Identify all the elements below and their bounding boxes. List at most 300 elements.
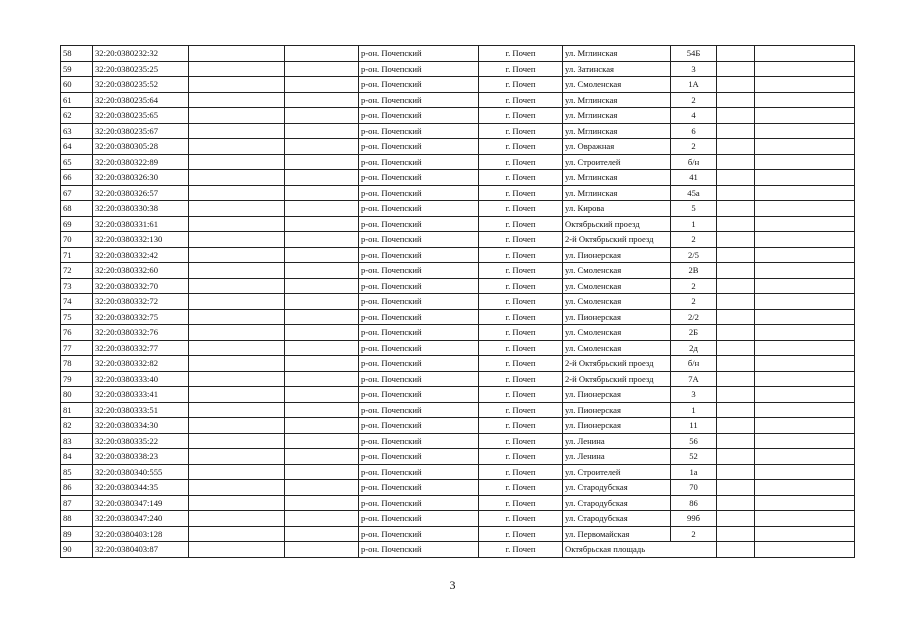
blank-col-4-cell — [285, 340, 359, 356]
house-number-cell: 1А — [671, 77, 717, 93]
blank-col-10-cell — [755, 464, 855, 480]
house-number-cell: 52 — [671, 449, 717, 465]
cadastral-number-cell: 32:20:0380326:57 — [93, 185, 189, 201]
street-cell: ул. Строителей — [563, 154, 671, 170]
blank-col-9-cell — [717, 356, 755, 372]
house-number-cell: 2д — [671, 340, 717, 356]
table-row — [61, 371, 855, 387]
district-cell: р-он. Почепский — [359, 511, 479, 527]
blank-col-10-cell — [755, 263, 855, 279]
street-cell: ул. Мглинская — [563, 185, 671, 201]
table-row — [61, 77, 855, 93]
table-row — [61, 387, 855, 403]
street-cell: ул. Затинская — [563, 61, 671, 77]
city-cell: г. Почеп — [479, 542, 563, 558]
blank-col-9-cell — [717, 216, 755, 232]
street-cell: ул. Смоленская — [563, 294, 671, 310]
row-number-cell: 88 — [61, 511, 93, 527]
district-cell: р-он. Почепский — [359, 526, 479, 542]
table-row — [61, 526, 855, 542]
house-number-cell: 2 — [671, 294, 717, 310]
city-cell: г. Почеп — [479, 526, 563, 542]
house-number-cell: 4 — [671, 108, 717, 124]
row-number-cell: 63 — [61, 123, 93, 139]
blank-col-3-cell — [189, 77, 285, 93]
cadastral-number-cell: 32:20:0380333:40 — [93, 371, 189, 387]
blank-col-4-cell — [285, 402, 359, 418]
street-cell: ул. Кирова — [563, 201, 671, 217]
blank-col-9-cell — [717, 247, 755, 263]
table-row — [61, 340, 855, 356]
district-cell: р-он. Почепский — [359, 247, 479, 263]
blank-col-10-cell — [755, 92, 855, 108]
house-number-cell: 7А — [671, 371, 717, 387]
row-number-cell: 86 — [61, 480, 93, 496]
blank-col-4-cell — [285, 154, 359, 170]
blank-col-10-cell — [755, 123, 855, 139]
street-cell: ул. Пионерская — [563, 309, 671, 325]
blank-col-4-cell — [285, 387, 359, 403]
blank-col-10-cell — [755, 402, 855, 418]
blank-col-4-cell — [285, 61, 359, 77]
blank-col-9-cell — [717, 325, 755, 341]
blank-col-4-cell — [285, 232, 359, 248]
house-number-cell: 1 — [671, 402, 717, 418]
house-number-cell: 2 — [671, 278, 717, 294]
city-cell: г. Почеп — [479, 418, 563, 434]
district-cell: р-он. Почепский — [359, 232, 479, 248]
street-cell: ул. Первомайская — [563, 526, 671, 542]
blank-col-9-cell — [717, 154, 755, 170]
district-cell: р-он. Почепский — [359, 402, 479, 418]
table-row — [61, 170, 855, 186]
blank-col-9-cell — [717, 108, 755, 124]
row-number-cell: 64 — [61, 139, 93, 155]
blank-col-3-cell — [189, 340, 285, 356]
street-cell: ул. Стародубская — [563, 495, 671, 511]
blank-col-3-cell — [189, 309, 285, 325]
row-number-cell: 66 — [61, 170, 93, 186]
blank-col-3-cell — [189, 325, 285, 341]
city-cell: г. Почеп — [479, 77, 563, 93]
row-number-cell: 76 — [61, 325, 93, 341]
table-body — [61, 46, 855, 558]
blank-col-10-cell — [755, 449, 855, 465]
blank-col-10-cell — [755, 294, 855, 310]
district-cell: р-он. Почепский — [359, 433, 479, 449]
table-row — [61, 139, 855, 155]
street-cell: ул. Стародубская — [563, 511, 671, 527]
blank-col-4-cell — [285, 294, 359, 310]
row-number-cell: 77 — [61, 340, 93, 356]
street-cell: ул. Стародубская — [563, 480, 671, 496]
blank-col-3-cell — [189, 371, 285, 387]
blank-col-9-cell — [717, 77, 755, 93]
row-number-cell: 87 — [61, 495, 93, 511]
street-cell: ул. Ленина — [563, 449, 671, 465]
blank-col-4-cell — [285, 325, 359, 341]
district-cell: р-он. Почепский — [359, 480, 479, 496]
row-number-cell: 79 — [61, 371, 93, 387]
district-cell: р-он. Почепский — [359, 216, 479, 232]
blank-col-3-cell — [189, 449, 285, 465]
blank-col-10-cell — [755, 46, 855, 62]
house-number-cell — [671, 542, 717, 558]
city-cell: г. Почеп — [479, 464, 563, 480]
table-row — [61, 185, 855, 201]
table-row — [61, 123, 855, 139]
blank-col-9-cell — [717, 309, 755, 325]
blank-col-3-cell — [189, 278, 285, 294]
house-number-cell: 2/5 — [671, 247, 717, 263]
table-row — [61, 309, 855, 325]
district-cell: р-он. Почепский — [359, 201, 479, 217]
blank-col-3-cell — [189, 108, 285, 124]
table-row — [61, 402, 855, 418]
blank-col-3-cell — [189, 418, 285, 434]
row-number-cell: 61 — [61, 92, 93, 108]
house-number-cell: 41 — [671, 170, 717, 186]
district-cell: р-он. Почепский — [359, 449, 479, 465]
blank-col-4-cell — [285, 495, 359, 511]
row-number-cell: 90 — [61, 542, 93, 558]
city-cell: г. Почеп — [479, 216, 563, 232]
blank-col-3-cell — [189, 387, 285, 403]
row-number-cell: 72 — [61, 263, 93, 279]
row-number-cell: 69 — [61, 216, 93, 232]
blank-col-10-cell — [755, 232, 855, 248]
house-number-cell: 56 — [671, 433, 717, 449]
house-number-cell: б/н — [671, 356, 717, 372]
city-cell: г. Почеп — [479, 108, 563, 124]
house-number-cell: 2 — [671, 139, 717, 155]
city-cell: г. Почеп — [479, 402, 563, 418]
blank-col-3-cell — [189, 294, 285, 310]
blank-col-4-cell — [285, 542, 359, 558]
cadastral-number-cell: 32:20:0380332:82 — [93, 356, 189, 372]
blank-col-10-cell — [755, 480, 855, 496]
cadastral-number-cell: 32:20:0380305:28 — [93, 139, 189, 155]
table-row — [61, 61, 855, 77]
blank-col-10-cell — [755, 170, 855, 186]
city-cell: г. Почеп — [479, 123, 563, 139]
blank-col-4-cell — [285, 139, 359, 155]
blank-col-3-cell — [189, 464, 285, 480]
district-cell: р-он. Почепский — [359, 464, 479, 480]
blank-col-9-cell — [717, 464, 755, 480]
street-cell: ул. Смоленская — [563, 325, 671, 341]
city-cell: г. Почеп — [479, 185, 563, 201]
blank-col-3-cell — [189, 201, 285, 217]
table-row — [61, 356, 855, 372]
blank-col-10-cell — [755, 185, 855, 201]
blank-col-10-cell — [755, 61, 855, 77]
district-cell: р-он. Почепский — [359, 154, 479, 170]
street-cell: ул. Строителей — [563, 464, 671, 480]
cadastral-number-cell: 32:20:0380235:67 — [93, 123, 189, 139]
blank-col-9-cell — [717, 511, 755, 527]
blank-col-9-cell — [717, 263, 755, 279]
blank-col-9-cell — [717, 61, 755, 77]
cadastral-number-cell: 32:20:0380235:52 — [93, 77, 189, 93]
blank-col-4-cell — [285, 356, 359, 372]
blank-col-3-cell — [189, 433, 285, 449]
blank-col-4-cell — [285, 108, 359, 124]
city-cell: г. Почеп — [479, 92, 563, 108]
street-cell: ул. Смоленская — [563, 263, 671, 279]
blank-col-3-cell — [189, 402, 285, 418]
blank-col-3-cell — [189, 480, 285, 496]
city-cell: г. Почеп — [479, 247, 563, 263]
cadastral-number-cell: 32:20:0380333:51 — [93, 402, 189, 418]
blank-col-10-cell — [755, 154, 855, 170]
district-cell: р-он. Почепский — [359, 170, 479, 186]
house-number-cell: 3 — [671, 61, 717, 77]
blank-col-4-cell — [285, 418, 359, 434]
blank-col-10-cell — [755, 216, 855, 232]
blank-col-9-cell — [717, 123, 755, 139]
district-cell: р-он. Почепский — [359, 309, 479, 325]
blank-col-3-cell — [189, 232, 285, 248]
house-number-cell: 11 — [671, 418, 717, 434]
blank-col-9-cell — [717, 371, 755, 387]
table-row — [61, 480, 855, 496]
blank-col-9-cell — [717, 139, 755, 155]
row-number-cell: 85 — [61, 464, 93, 480]
district-cell: р-он. Почепский — [359, 495, 479, 511]
blank-col-3-cell — [189, 61, 285, 77]
house-number-cell: 2 — [671, 92, 717, 108]
blank-col-4-cell — [285, 309, 359, 325]
blank-col-10-cell — [755, 77, 855, 93]
table-row — [61, 325, 855, 341]
cadastral-number-cell: 32:20:0380403:87 — [93, 542, 189, 558]
house-number-cell: б/н — [671, 154, 717, 170]
blank-col-10-cell — [755, 340, 855, 356]
row-number-cell: 58 — [61, 46, 93, 62]
street-cell: ул. Мглинская — [563, 123, 671, 139]
street-cell: ул. Мглинская — [563, 46, 671, 62]
blank-col-9-cell — [717, 232, 755, 248]
row-number-cell: 78 — [61, 356, 93, 372]
blank-col-9-cell — [717, 402, 755, 418]
blank-col-9-cell — [717, 185, 755, 201]
city-cell: г. Почеп — [479, 511, 563, 527]
blank-col-3-cell — [189, 92, 285, 108]
table-row — [61, 154, 855, 170]
blank-col-9-cell — [717, 387, 755, 403]
blank-col-9-cell — [717, 418, 755, 434]
blank-col-10-cell — [755, 542, 855, 558]
street-cell: ул. Овражная — [563, 139, 671, 155]
blank-col-4-cell — [285, 464, 359, 480]
row-number-cell: 84 — [61, 449, 93, 465]
blank-col-4-cell — [285, 371, 359, 387]
cadastral-number-cell: 32:20:0380330:38 — [93, 201, 189, 217]
blank-col-10-cell — [755, 309, 855, 325]
blank-col-4-cell — [285, 170, 359, 186]
blank-col-4-cell — [285, 185, 359, 201]
city-cell: г. Почеп — [479, 371, 563, 387]
blank-col-9-cell — [717, 340, 755, 356]
cadastral-number-cell: 32:20:0380340:555 — [93, 464, 189, 480]
row-number-cell: 60 — [61, 77, 93, 93]
row-number-cell: 67 — [61, 185, 93, 201]
street-cell: 2-й Октябрьский проезд — [563, 371, 671, 387]
blank-col-3-cell — [189, 170, 285, 186]
blank-col-10-cell — [755, 325, 855, 341]
cadastral-number-cell: 32:20:0380332:72 — [93, 294, 189, 310]
cadastral-number-cell: 32:20:0380332:75 — [93, 309, 189, 325]
district-cell: р-он. Почепский — [359, 340, 479, 356]
table-row — [61, 108, 855, 124]
cadastral-number-cell: 32:20:0380403:128 — [93, 526, 189, 542]
blank-col-10-cell — [755, 418, 855, 434]
blank-col-4-cell — [285, 263, 359, 279]
district-cell: р-он. Почепский — [359, 108, 479, 124]
property-register-table — [60, 45, 855, 558]
district-cell: р-он. Почепский — [359, 139, 479, 155]
blank-col-9-cell — [717, 278, 755, 294]
table-row — [61, 46, 855, 62]
blank-col-4-cell — [285, 46, 359, 62]
house-number-cell: 45а — [671, 185, 717, 201]
table-row — [61, 418, 855, 434]
district-cell: р-он. Почепский — [359, 356, 479, 372]
city-cell: г. Почеп — [479, 309, 563, 325]
street-cell: ул. Смоленская — [563, 340, 671, 356]
blank-col-10-cell — [755, 356, 855, 372]
city-cell: г. Почеп — [479, 433, 563, 449]
blank-col-10-cell — [755, 278, 855, 294]
page-number: 3 — [449, 578, 456, 592]
table-row — [61, 433, 855, 449]
blank-col-10-cell — [755, 387, 855, 403]
district-cell: р-он. Почепский — [359, 46, 479, 62]
city-cell: г. Почеп — [479, 449, 563, 465]
city-cell: г. Почеп — [479, 495, 563, 511]
blank-col-4-cell — [285, 92, 359, 108]
blank-col-4-cell — [285, 433, 359, 449]
table-row — [61, 92, 855, 108]
street-cell: Октябрьский проезд — [563, 216, 671, 232]
house-number-cell: 6 — [671, 123, 717, 139]
blank-col-4-cell — [285, 526, 359, 542]
blank-col-10-cell — [755, 495, 855, 511]
house-number-cell: 2/2 — [671, 309, 717, 325]
district-cell: р-он. Почепский — [359, 92, 479, 108]
table-row — [61, 294, 855, 310]
blank-col-9-cell — [717, 495, 755, 511]
blank-col-10-cell — [755, 108, 855, 124]
street-cell: ул. Смоленская — [563, 77, 671, 93]
table-row — [61, 449, 855, 465]
blank-col-4-cell — [285, 511, 359, 527]
blank-col-3-cell — [189, 495, 285, 511]
district-cell: р-он. Почепский — [359, 325, 479, 341]
district-cell: р-он. Почепский — [359, 387, 479, 403]
cadastral-number-cell: 32:20:0380326:30 — [93, 170, 189, 186]
table-row — [61, 495, 855, 511]
house-number-cell: 70 — [671, 480, 717, 496]
house-number-cell: 1 — [671, 216, 717, 232]
city-cell: г. Почеп — [479, 294, 563, 310]
row-number-cell: 82 — [61, 418, 93, 434]
district-cell: р-он. Почепский — [359, 542, 479, 558]
table-row — [61, 263, 855, 279]
city-cell: г. Почеп — [479, 201, 563, 217]
city-cell: г. Почеп — [479, 278, 563, 294]
row-number-cell: 83 — [61, 433, 93, 449]
blank-col-9-cell — [717, 170, 755, 186]
cadastral-number-cell: 32:20:0380322:89 — [93, 154, 189, 170]
blank-col-10-cell — [755, 201, 855, 217]
city-cell: г. Почеп — [479, 263, 563, 279]
table-row — [61, 216, 855, 232]
city-cell: г. Почеп — [479, 61, 563, 77]
house-number-cell: 2В — [671, 263, 717, 279]
blank-col-9-cell — [717, 92, 755, 108]
district-cell: р-он. Почепский — [359, 418, 479, 434]
row-number-cell: 65 — [61, 154, 93, 170]
blank-col-9-cell — [717, 449, 755, 465]
house-number-cell: 2 — [671, 232, 717, 248]
blank-col-10-cell — [755, 511, 855, 527]
house-number-cell: 3 — [671, 387, 717, 403]
row-number-cell: 73 — [61, 278, 93, 294]
cadastral-number-cell: 32:20:0380332:60 — [93, 263, 189, 279]
blank-col-9-cell — [717, 542, 755, 558]
blank-col-10-cell — [755, 371, 855, 387]
blank-col-3-cell — [189, 46, 285, 62]
district-cell: р-он. Почепский — [359, 263, 479, 279]
cadastral-number-cell: 32:20:0380332:76 — [93, 325, 189, 341]
blank-col-3-cell — [189, 123, 285, 139]
blank-col-3-cell — [189, 263, 285, 279]
cadastral-number-cell: 32:20:0380338:23 — [93, 449, 189, 465]
house-number-cell: 2Б — [671, 325, 717, 341]
row-number-cell: 71 — [61, 247, 93, 263]
cadastral-number-cell: 32:20:0380332:77 — [93, 340, 189, 356]
blank-col-3-cell — [189, 356, 285, 372]
district-cell: р-он. Почепский — [359, 77, 479, 93]
city-cell: г. Почеп — [479, 340, 563, 356]
row-number-cell: 74 — [61, 294, 93, 310]
blank-col-4-cell — [285, 449, 359, 465]
row-number-cell: 89 — [61, 526, 93, 542]
blank-col-4-cell — [285, 278, 359, 294]
street-cell: ул. Мглинская — [563, 108, 671, 124]
blank-col-3-cell — [189, 185, 285, 201]
cadastral-number-cell: 32:20:0380347:240 — [93, 511, 189, 527]
cadastral-number-cell: 32:20:0380332:130 — [93, 232, 189, 248]
cadastral-number-cell: 32:20:0380232:32 — [93, 46, 189, 62]
city-cell: г. Почеп — [479, 232, 563, 248]
row-number-cell: 75 — [61, 309, 93, 325]
district-cell: р-он. Почепский — [359, 371, 479, 387]
blank-col-3-cell — [189, 542, 285, 558]
house-number-cell: 1а — [671, 464, 717, 480]
table-row — [61, 201, 855, 217]
city-cell: г. Почеп — [479, 46, 563, 62]
blank-col-9-cell — [717, 294, 755, 310]
district-cell: р-он. Почепский — [359, 61, 479, 77]
cadastral-number-cell: 32:20:0380235:65 — [93, 108, 189, 124]
street-cell: ул. Смоленская — [563, 278, 671, 294]
house-number-cell: 86 — [671, 495, 717, 511]
street-cell: 2-й Октябрьский проезд — [563, 232, 671, 248]
blank-col-4-cell — [285, 247, 359, 263]
